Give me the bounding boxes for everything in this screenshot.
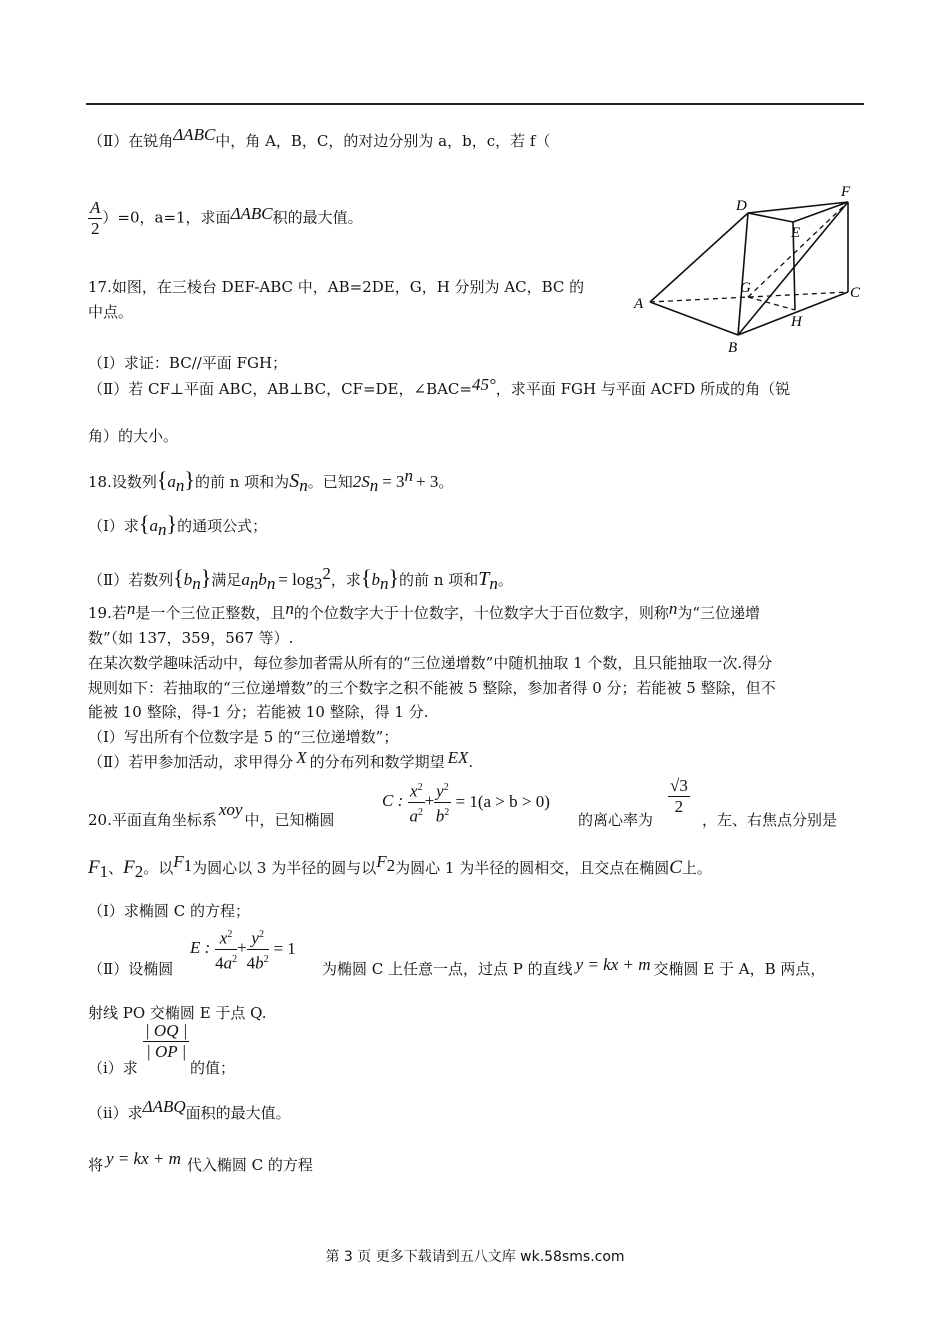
text: （Ⅱ）若甲参加活动，求甲得分	[88, 753, 294, 771]
sqrt3: √3	[670, 776, 688, 795]
text: 满足	[211, 571, 242, 589]
text: 是一个三位正整数，且	[135, 604, 286, 622]
frac-x2-4a2	[215, 925, 237, 973]
math-b: b	[183, 570, 193, 589]
text: 交椭圆 E 于 A，B 两点，	[653, 960, 826, 978]
text: 代入椭圆 C 的方程	[186, 1156, 313, 1174]
fraction-oq-op	[143, 1021, 189, 1062]
text: ，求平面 FGH 与平面 ACFD 所成的角（锐	[495, 380, 791, 398]
sub-n: n	[249, 574, 259, 593]
q20-line1-start	[88, 800, 335, 830]
q20-line1-end: ，左、右焦点分别是	[702, 811, 838, 829]
sq: 2	[263, 953, 269, 965]
q17-part1: （Ⅰ）求证：BC//平面 FGH；	[88, 354, 288, 372]
math-line: y = kx + m	[575, 955, 651, 974]
q19-part1: （Ⅰ）写出所有个位数字是 5 的“三位递增数”；	[88, 728, 399, 746]
text: 的通项公式；	[177, 517, 268, 535]
q16-part2-line2	[88, 198, 363, 239]
q18-intro: 18.设数列$\{a_n\}$的前 n 项和为$S_n$。已知$2S_n = 3^n + 3$。	[88, 466, 454, 495]
text: ）=0，a=1，求面	[102, 208, 231, 227]
math-log: = log	[278, 570, 314, 589]
q20-line1-mid: 的离心率为	[578, 811, 654, 829]
sub-2: 2	[134, 862, 144, 881]
text: （Ⅱ）若 CF⊥平面 ABC，AB⊥BC，CF=DE，∠BAC=	[88, 380, 472, 398]
text: （Ⅰ）求	[88, 517, 139, 535]
frac-sqrt3-2	[668, 776, 690, 817]
q17-part2	[88, 375, 791, 399]
sub-n: n	[379, 574, 389, 593]
math-plus3: + 3	[416, 472, 439, 491]
b: b	[435, 806, 445, 826]
sub-n: n	[266, 574, 276, 593]
x: x	[410, 781, 418, 801]
text: 20.平面直角坐标系	[88, 811, 217, 829]
four: 4	[215, 953, 224, 973]
log-base: 3	[313, 574, 323, 593]
text: 18.设数列	[88, 473, 157, 491]
frac-y2-4b2	[247, 925, 269, 973]
math-triangle-abc: ΔABC	[230, 203, 273, 223]
frac-num: A	[90, 198, 101, 217]
sq: 2	[232, 953, 238, 965]
sq: 2	[418, 806, 424, 818]
math-t: T	[478, 568, 490, 590]
ellipse-c-equation: C : $\frac{x^2}{a^2}$ + $\frac{y^2}{b^2}$ = 1(a > b > 0)	[382, 778, 550, 826]
q19-line5: 能被 10 整除，得-1 分；若能被 10 整除，得 1 分.	[88, 703, 429, 721]
math-f: F	[173, 852, 184, 871]
text: 中，角 A，B，C，的对边分别为 a，b，c，若 f（	[215, 132, 551, 150]
a: a	[409, 806, 419, 826]
text: 上。	[681, 859, 712, 877]
sub-n: n	[158, 520, 167, 539]
label-d: D	[736, 198, 747, 214]
math-e: E :	[190, 938, 211, 958]
sq: 2	[227, 929, 233, 940]
frac-x2-a2	[408, 778, 425, 826]
fraction-a-over-2	[88, 198, 102, 239]
text: 为圆心以 3 为半径的圆与以	[192, 859, 377, 877]
sub-2: 2	[386, 856, 396, 875]
q16-part2-line1	[88, 125, 551, 151]
q19-part2	[88, 748, 474, 772]
text: 中，已知椭圆	[244, 811, 335, 829]
math-n: n	[285, 599, 294, 618]
math-triangle-abc: ΔABC	[173, 125, 216, 144]
x: x	[219, 928, 228, 948]
q20-sub-i: （i）求	[88, 1059, 138, 1077]
math-b: b	[258, 570, 267, 589]
sq: 2	[258, 929, 264, 940]
math-n: n	[668, 599, 678, 618]
text: 为“三位递增	[677, 604, 761, 622]
math-n: n	[126, 599, 136, 618]
y: y	[436, 781, 444, 801]
math-c: C :	[382, 791, 404, 811]
q20-part2-start: （Ⅱ）设椭圆	[88, 960, 174, 978]
text: 积的最大值。	[272, 208, 363, 227]
frac-y2-b2	[434, 778, 451, 826]
math-a: a	[241, 570, 250, 589]
log-sup: 2	[322, 564, 331, 583]
math-eq1: = 1(a > b > 0)	[455, 792, 550, 812]
text: 19.若	[88, 604, 127, 622]
q17-line1: 17.如图，在三棱台 DEF-ABC 中，AB=2DE，G，H 分别为 AC，BC 的	[88, 278, 585, 296]
label-c: C	[850, 285, 861, 301]
math-line: y = kx + m	[106, 1149, 181, 1168]
math-f: F	[123, 857, 135, 878]
math-2s: 2S	[352, 472, 370, 491]
text: （Ⅱ）在锐角	[88, 132, 174, 150]
label-g: G	[740, 280, 751, 296]
text: 为圆心 1 为半径的圆相交，且交点在椭圆	[395, 859, 670, 877]
math-c: C	[669, 857, 682, 878]
sub-n: n	[299, 476, 308, 495]
label-b: B	[728, 340, 738, 356]
text: 的个位数字大于十位数字，十位数字大于百位数字，则称	[293, 604, 669, 622]
label-a: A	[634, 296, 644, 312]
q20-sub-ii	[88, 1097, 291, 1123]
q20-part2-end: 射线 PO 交椭圆 E 于点 Q.	[88, 1004, 267, 1022]
frac-den: 2	[90, 219, 100, 238]
sub-n: n	[489, 574, 498, 593]
q17-line2: 中点。	[88, 303, 134, 321]
four: 4	[246, 953, 256, 973]
text: 的分布列和数学期望	[309, 753, 445, 771]
math-eq: = 3	[382, 472, 405, 491]
math-angle: 45°	[471, 375, 496, 394]
sub-1: 1	[183, 856, 193, 875]
label-e: E	[791, 225, 801, 241]
sq: 2	[444, 806, 450, 818]
text: .	[468, 753, 474, 771]
q18-part2: （Ⅱ）若数列$\{b_n\}$满足$a_nb_n = \log_3^2$，求$\{b_n\}$的前 n 项和$T_n$。	[88, 564, 513, 593]
sub-n: n	[192, 574, 201, 593]
op: | OP |	[146, 1042, 187, 1061]
sub-1: 1	[99, 862, 109, 881]
math-triangle-abq: ΔABQ	[142, 1097, 186, 1116]
sq: 2	[443, 782, 449, 793]
text: （Ⅱ）若数列	[88, 571, 174, 589]
b: b	[255, 953, 264, 973]
math-f: F	[376, 852, 387, 871]
q19-line4: 规则如下：若抽取的“三位递增数”的三个数字之积不能被 5 整除，参加者得 0 分；若能被 5 整除，但不	[88, 679, 776, 697]
math-a: a	[149, 516, 158, 535]
two: 2	[674, 797, 684, 816]
q20-part1: （Ⅰ）求椭圆 C 的方程；	[88, 902, 250, 920]
text: 的前 n 项和为	[194, 473, 290, 491]
q17-part2-cont: 角）的大小。	[88, 427, 179, 445]
eccentricity	[668, 776, 690, 817]
text: 的前 n 项和	[399, 571, 479, 589]
sup-n: n	[404, 466, 414, 485]
text: ，求	[330, 571, 361, 589]
page-footer: 第 3 页 更多下载请到五八文库 wk.58sms.com	[325, 1249, 625, 1265]
sub-n: n	[369, 476, 379, 495]
q19-line1	[88, 599, 761, 623]
text: 。已知	[307, 473, 353, 491]
q20-part2-mid	[322, 955, 826, 979]
math-xoy: xoy	[218, 800, 243, 819]
q19-line2: 数”（如 137，359，567 等）.	[88, 629, 294, 647]
math-x: X	[296, 748, 307, 767]
ellipse-e-equation: E : $\frac{x^2}{4a^2}$ + $\frac{y^2}{4b^2}$ = 1	[190, 925, 296, 973]
label-h: H	[791, 314, 802, 330]
math-ex: EX	[447, 748, 469, 767]
q20-line2	[88, 852, 712, 882]
header-rule	[86, 103, 864, 105]
math-s: S	[289, 470, 300, 492]
frustum-figure	[628, 180, 868, 360]
sub-n: n	[175, 476, 185, 495]
text: 。	[438, 473, 454, 491]
text: 面积的最大值。	[185, 1104, 291, 1122]
q19-line3: 在某次数学趣味活动中，每位参加者需从所有的“三位递增数”中随机抽取 1 个数，且只能抽取一次.得分	[88, 654, 773, 672]
text: 。	[497, 571, 513, 589]
q20-sub-i-end: 的值；	[190, 1059, 236, 1077]
sq: 2	[417, 782, 423, 793]
text: 、	[108, 859, 124, 877]
text: 将	[88, 1156, 104, 1174]
math-f: F	[88, 857, 100, 878]
text: （ii）求	[88, 1104, 143, 1122]
text: 。以	[143, 859, 174, 877]
label-f: F	[841, 184, 851, 200]
a: a	[223, 953, 233, 973]
frac-oq-op	[143, 1021, 189, 1062]
q18-part1: （Ⅰ）求$\{a_n\}$的通项公式；	[88, 511, 268, 539]
math-b: b	[371, 570, 380, 589]
oq: | OQ |	[145, 1021, 188, 1040]
text: 为椭圆 C 上任意一点，过点 P 的直线	[322, 960, 573, 978]
substitute-line	[88, 1149, 313, 1175]
math-a: a	[167, 472, 176, 491]
y: y	[251, 928, 259, 948]
